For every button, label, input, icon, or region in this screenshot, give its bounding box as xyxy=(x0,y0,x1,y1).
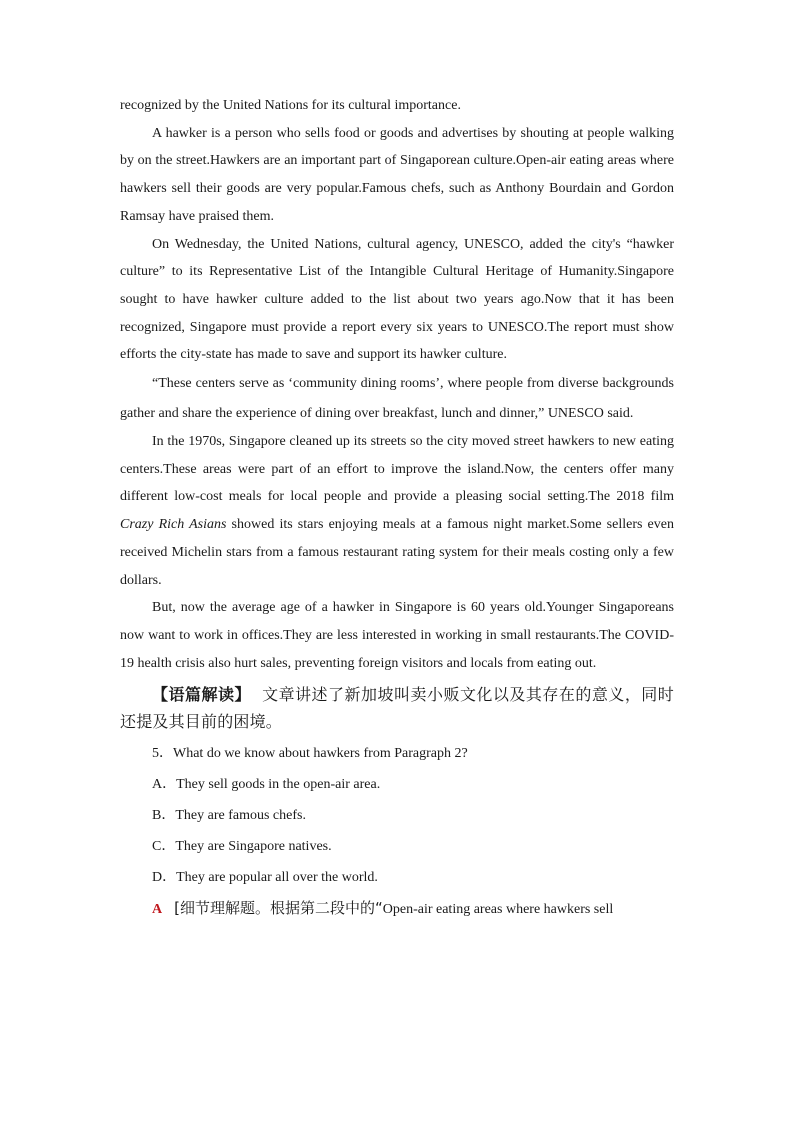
explanation-cn: [细节理解题。根据第二段中的“ xyxy=(174,899,383,918)
question-text: What do we know about hawkers from Paragraph 2? xyxy=(173,746,468,762)
answer-explanation xyxy=(120,893,674,925)
explanation-en: Open-air eating areas where hawkers sell xyxy=(382,902,614,918)
option-b: B．They are famous chefs. xyxy=(152,808,306,824)
option-c: C．They are Singapore natives. xyxy=(152,839,332,855)
passage-paragraph-5: But, now the average age of a hawker in Singapore is 60 years old.Younger Singaporeans now want to work in offices.They are less interested in working in small restaurants.The COVID-19 health crisis also hurt sales, preventing foreign visitors and locals from eating out. xyxy=(120,600,674,671)
paragraph-4-text-a: In the 1970s, Singapore cleaned up its streets so the city moved street hawkers to new eating centers.These areas were part of an effort to improve the island.Now, the centers offer many different low-cost meals for local people and provide a pleasing social setting.The 2018 film xyxy=(120,434,674,505)
paragraph-4-text-b: showed its stars enjoying meals at a famous night market.Some sellers even received Michelin stars from a famous restaurant rating system for their meals costing only a few dollars. xyxy=(120,517,674,588)
document-page xyxy=(120,92,674,925)
passage-paragraph-4 xyxy=(120,428,674,594)
answer-letter: A xyxy=(152,902,163,918)
passage-analysis xyxy=(120,681,674,735)
option-a: A．They sell goods in the open-air area. xyxy=(152,777,381,793)
option-d: D．They are popular all over the world. xyxy=(152,870,378,886)
question-5 xyxy=(120,738,674,769)
passage-paragraph-2: On Wednesday, the United Nations, cultural agency, UNESCO, added the city's “hawker culture” to its Representative List of the Intangible Cultural Heritage of Humanity.Singapore sought to have hawker culture added to the list about two years ago.Now that it has been recognized, Singapore must provide a report every six years to UNESCO.The report must show efforts the city-state has made to save and support its hawker culture. xyxy=(120,236,674,363)
passage-paragraph-0: recognized by the United Nations for its cultural importance. xyxy=(120,98,461,113)
passage-paragraph-3-quote: “These centers serve as ‘community dining rooms’, where people from diverse backgrounds gather and share the experience of dining over breakfast, lunch and dinner,” UNESCO said. xyxy=(120,376,674,421)
analysis-text: 文章讲述了新加坡叫卖小贩文化以及其存在的意义，同时还提及其目前的困境。 xyxy=(120,685,674,732)
passage-paragraph-1: A hawker is a person who sells food or goods and advertises by shouting at people walking by on the street.Hawkers are an important part of Singaporean culture.Open-air eating areas where hawkers sell their goods are very popular.Famous chefs, such as Anthony Bourdain and Gordon Ramsay have praised them. xyxy=(120,125,674,224)
question-number: 5． xyxy=(152,746,173,762)
analysis-tag: 【语篇解读】 xyxy=(152,685,251,705)
film-title: Crazy Rich Asians xyxy=(120,517,227,533)
